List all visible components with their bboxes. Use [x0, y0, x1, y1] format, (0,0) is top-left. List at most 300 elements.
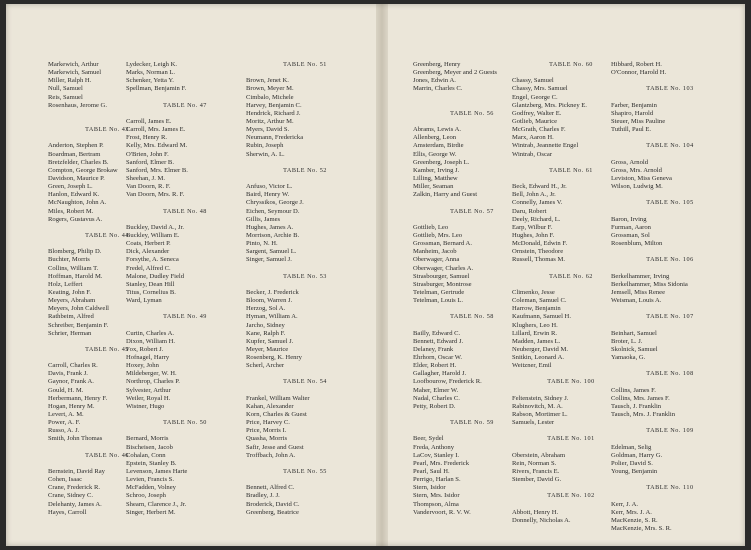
table-heading: TABLE No. 51 — [283, 61, 327, 68]
spacer — [126, 199, 244, 207]
spacer — [246, 476, 364, 484]
guest-name: Gross, Mrs. Arnold — [611, 166, 662, 174]
guest-name: Gillis, James — [246, 215, 281, 223]
guest-name: Null, Samuel — [48, 85, 83, 93]
guest-name: Ornstein, Theodore — [512, 248, 564, 256]
guest-name: Zalkin, Harry and Guest — [413, 191, 478, 199]
guest-name: Oberstein, Abraham — [512, 451, 566, 459]
table-heading: TABLE No. 43 — [85, 126, 129, 134]
guest-name: Weisman, Louis A. — [611, 297, 662, 305]
guest-name: Leviston, Miss Geneva — [611, 174, 672, 182]
guest-name: Davidson, Maurice P. — [48, 174, 105, 182]
guest-name: Scherl, Archer — [246, 362, 285, 370]
guest-name: Levert, A. M. — [48, 411, 84, 419]
guest-name: Greenberg, Joseph L. — [413, 158, 470, 166]
guest-name: Schroo, Joseph — [126, 492, 166, 500]
table-heading: TABLE No. 102 — [547, 492, 595, 500]
guest-name: Kane, Ralph F. — [246, 329, 286, 337]
table-heading: TABLE No. 109 — [646, 427, 694, 435]
guest-name: Elder, Robert H. — [413, 362, 457, 370]
guest-name: Kupfer, Samuel J. — [246, 337, 294, 345]
guest-name: Young, Benjamin — [611, 468, 658, 476]
guest-name: Bernard, Morris — [126, 435, 169, 443]
guest-name: Grossman, Bernard A. — [413, 240, 472, 248]
guest-name: Gould, H. M. — [48, 386, 84, 394]
table-heading: TABLE No. 101 — [547, 435, 595, 443]
guest-name: Fredel, Alfred C. — [126, 264, 171, 272]
guest-name: Kahan, Alexander — [246, 402, 294, 410]
guest-name: Wintrab, Oscar — [512, 150, 553, 158]
guest-name: Sherwin, A. L. — [246, 150, 285, 158]
guest-name: Bell, John A., Jr. — [512, 191, 556, 199]
table-heading: TABLE No. 62 — [549, 272, 593, 280]
guest-name: Marx, Aaron H. — [512, 134, 554, 142]
guest-name: Schenker, Yetta Y. — [126, 77, 174, 85]
guest-name: Hendrick, Richard J. — [246, 109, 301, 117]
guest-name: Mildeberger, W. H. — [126, 370, 177, 378]
spacer — [246, 159, 364, 167]
guest-name: Holz, Leffert — [48, 280, 83, 288]
spacer — [611, 77, 729, 85]
guest-name: Brown, Meyer M. — [246, 85, 294, 93]
guest-name: Marrin, Charles C. — [413, 85, 463, 93]
table-heading: TABLE No. 58 — [450, 313, 494, 321]
guest-name: Wintrab, Jeannette Engel — [512, 142, 579, 150]
guest-name: Stern, Mrs. Isidor — [413, 492, 460, 500]
guest-name: Edelman, Selig — [611, 443, 652, 451]
guest-name: Dixon, William H. — [126, 337, 176, 345]
guest-name: Neuberger, David M. — [512, 345, 569, 353]
guest-name: Forsythe, A. Seneca — [126, 256, 179, 264]
guest-name: Bennett, Alfred C. — [246, 484, 295, 492]
guest-name: Sheehan, J. M. — [126, 174, 166, 182]
table-heading: TABLE No. 106 — [646, 256, 694, 264]
guest-name: Crane, Frederick R. — [48, 484, 100, 492]
guest-name: Harrow, Benjamin — [512, 305, 561, 313]
guest-name: Gallagher, Harold J. — [413, 370, 467, 378]
guest-name: Grossman, Sol — [611, 231, 650, 239]
guest-name: Beinhart, Samuel — [611, 329, 657, 337]
table-heading: TABLE No. 103 — [646, 85, 694, 93]
guest-name: Spellman, Benjamin F. — [126, 85, 187, 93]
guest-name: McFadden, Volney — [126, 484, 176, 492]
guest-name: Blomberg, Philip D. — [48, 248, 102, 256]
guest-name: Gottlieb, Leo — [413, 223, 449, 231]
spacer — [611, 191, 729, 199]
guest-name: McNaughton, John A. — [48, 199, 107, 207]
guest-name: Rubin, Joseph — [246, 142, 284, 150]
guest-name: Collins, James F. — [611, 386, 656, 394]
guest-name: Oberwager, Anna — [413, 256, 460, 264]
guest-name: Schreiber, Benjamin F. — [48, 321, 109, 329]
spacer — [611, 151, 729, 159]
guest-name: Brown, Jenet K. — [246, 77, 289, 85]
guest-name: Carroll, Charles R. — [48, 362, 98, 370]
spacer — [611, 248, 729, 256]
spacer — [611, 94, 729, 102]
guest-name: Bretzfelder, Charles B. — [48, 158, 109, 166]
guest-name: Curtin, Charles A. — [126, 329, 174, 337]
guest-name: Broderick, David C. — [246, 500, 300, 508]
spacer — [246, 387, 364, 395]
guest-name: Bloom, Warren J. — [246, 297, 293, 305]
program-spread — [6, 4, 745, 546]
guest-name: Collins, William T. — [48, 264, 99, 272]
guest-name: Buckley, William E. — [126, 231, 180, 239]
guest-name: Petty, Robert D. — [413, 402, 456, 410]
guest-name: Safir, Jesse and Guest — [246, 443, 304, 451]
guest-name: Power, A. F. — [48, 419, 81, 427]
guest-name: Skolnick, Samuel — [611, 345, 658, 353]
guest-name: Abbott, Henry H. — [512, 508, 559, 516]
guest-name: Chassy, Samuel — [512, 77, 554, 85]
guest-name: Malone, Dudley Field — [126, 272, 185, 280]
left-page-column-3 — [246, 61, 364, 517]
guest-name: Meyers, John Caldwell — [48, 305, 109, 313]
guest-name: Hughes, James A. — [246, 223, 294, 231]
guest-name: Cohen, Isaac — [48, 476, 83, 484]
guest-name: Manheim, Jacob — [413, 248, 457, 256]
table-heading: TABLE No. 100 — [547, 378, 595, 386]
guest-name: Herzog, Sol A. — [246, 305, 286, 313]
guest-name: Greenberg, Meyer and 2 Guests — [413, 69, 497, 77]
guest-name: Myers, David S. — [246, 126, 290, 134]
guest-name: Meyers, Abraham — [48, 297, 96, 305]
guest-name: Rosenhaus, Jerome G. — [48, 101, 107, 109]
table-heading: TABLE No. 105 — [646, 199, 694, 207]
table-heading: TABLE No. 54 — [283, 378, 327, 386]
spacer — [611, 435, 729, 443]
table-heading: TABLE No. 48 — [163, 207, 207, 215]
spacer — [611, 476, 729, 484]
guest-name: Schrier, Herman — [48, 329, 92, 337]
guest-name: Tetelman, Louis L. — [413, 297, 464, 305]
table-heading: TABLE No. 104 — [646, 142, 694, 150]
spacer — [611, 265, 729, 273]
right-page-column-3 — [611, 61, 729, 533]
guest-name: Gottlieb, Mrs. Leo — [413, 231, 463, 239]
spacer — [126, 322, 244, 330]
spacer — [246, 281, 364, 289]
spacer — [611, 322, 729, 330]
spacer — [611, 305, 729, 313]
guest-name: Quasha, Morris — [246, 435, 288, 443]
guest-name: Pearl, Mrs. Frederick — [413, 459, 470, 467]
spacer — [611, 362, 729, 370]
table-heading: TABLE No. 46 — [85, 451, 129, 459]
guest-name: Vandervoort, R. V. W. — [413, 508, 471, 516]
guest-name: Perrigo, Harlan S. — [413, 476, 461, 484]
guest-name: Hyman, William A. — [246, 313, 298, 321]
guest-name: Tausch, Mrs. J. Franklin — [611, 411, 676, 419]
guest-name: Stember, David G. — [512, 476, 562, 484]
guest-name: Frost, Henry R. — [126, 134, 168, 142]
guest-name: Engel, George C. — [512, 93, 558, 101]
guest-name: Jemsell, Miss Renee — [611, 288, 666, 296]
guest-name: Collins, Mrs. James F. — [611, 394, 670, 402]
guest-name: Buchter, Morris — [48, 256, 90, 264]
guest-name: Coats, Herbert P. — [126, 240, 171, 248]
guest-name: Marks, Norman L. — [126, 69, 176, 77]
spacer — [611, 378, 729, 386]
guest-name: Anderton, Stephen P. — [48, 142, 104, 150]
guest-name: Levien, Francis S. — [126, 476, 174, 484]
guest-name: Climenko, Jesse — [512, 288, 555, 296]
guest-name: Markewich, Arthur — [48, 61, 99, 68]
guest-name: Jones, Edwin A. — [413, 77, 456, 85]
guest-name: Kamber, Irving J. — [413, 166, 460, 174]
guest-name: Carroll, Mrs. James E. — [126, 126, 186, 134]
guest-name: Jarcho, Sidney — [246, 321, 285, 329]
table-heading: TABLE No. 44 — [85, 231, 129, 239]
guest-name: Kerr, Mrs. J. A. — [611, 508, 652, 516]
guest-name: Markewich, Samuel — [48, 69, 102, 77]
guest-name: Hogan, Henry M. — [48, 402, 95, 410]
spacer — [126, 427, 244, 435]
guest-name: Van Doorn, R. F. — [126, 183, 171, 191]
guest-name: Greenberg, Henry — [413, 61, 461, 68]
guest-name: Greenberg, Beatrice — [246, 508, 299, 516]
guest-name: Frankel, William Walter — [246, 394, 310, 402]
guest-name: Gotlieb, Maurice — [512, 117, 558, 125]
guest-name: Bailly, Edward C. — [413, 329, 461, 337]
table-heading: TABLE No. 49 — [163, 313, 207, 321]
guest-name: Becker, J. Frederick — [246, 288, 299, 296]
guest-name: Korn, Charles & Guest — [246, 411, 307, 419]
guest-name: Polier, David S. — [611, 459, 653, 467]
guest-name: Levenson, James Harte — [126, 468, 188, 476]
guest-name: O'Brien, John F. — [126, 150, 169, 158]
guest-name: Sanford, Mrs. Elmer B. — [126, 166, 188, 174]
guest-name: Glantzberg, Mrs. Pickney E. — [512, 101, 587, 109]
guest-name: LaCov, Stanley I. — [413, 451, 460, 459]
guest-name: Tetelman, Gertrude — [413, 288, 465, 296]
guest-name: Stanley, Dean Hill — [126, 280, 175, 288]
guest-name: Ward, Lyman — [126, 297, 162, 305]
guest-name: Compton, George Brokaw — [48, 166, 118, 174]
guest-name: McGrath, Charles F. — [512, 126, 566, 134]
spacer — [246, 69, 364, 77]
spacer — [246, 175, 364, 183]
guest-name: Smith, John Thomas — [48, 435, 103, 443]
guest-name: Sanford, Elmer B. — [126, 158, 174, 166]
spacer — [246, 460, 364, 468]
guest-name: Hoxey, John — [126, 362, 159, 370]
guest-name: Farber, Benjamin — [611, 101, 657, 109]
guest-name: Donnelly, Nicholas A. — [512, 516, 571, 524]
guest-name: Singer, Herbert M. — [126, 508, 176, 516]
guest-name: Bernstein, David Ray — [48, 468, 105, 476]
guest-name: Thompson, Alma — [413, 500, 459, 508]
spacer — [246, 370, 364, 378]
guest-name: Yamaoka, G. — [611, 354, 646, 362]
guest-name: Tausch, J. Franklin — [611, 402, 662, 410]
guest-name: Strasburger, Montrose — [413, 280, 472, 288]
guest-name: Davis, Frank J. — [48, 370, 88, 378]
guest-name: Hoffman, Harold M. — [48, 272, 103, 280]
guest-name: Kaufmann, Samuel H. — [512, 313, 571, 321]
guest-name: Rathbeim, Alfred — [48, 313, 94, 321]
table-heading: TABLE No. 45 — [85, 345, 129, 353]
guest-name: Miller, Seaman — [413, 183, 454, 191]
guest-name: Abrams, Lewis A. — [413, 126, 461, 134]
guest-name: Samuels, Lester — [512, 419, 555, 427]
guest-name: Russell, Thomas M. — [512, 256, 565, 264]
guest-name: Bennett, Edward J. — [413, 337, 464, 345]
table-heading: TABLE No. 108 — [646, 370, 694, 378]
guest-name: Freda, Anthony — [413, 443, 455, 451]
guest-name: Lillard, Erwin R. — [512, 329, 558, 337]
guest-name: Snitkin, Leonard A. — [512, 354, 565, 362]
guest-name: Carroll, James E. — [126, 117, 172, 125]
table-heading: TABLE No. 60 — [549, 61, 593, 68]
guest-name: Bradley, J. J. — [246, 492, 280, 500]
guest-name: Hibbard, Robert H. — [611, 61, 662, 68]
table-heading: TABLE No. 55 — [283, 468, 327, 476]
guest-name: Dick, Alexander — [126, 248, 170, 256]
guest-name: Stern, Isidor — [413, 484, 446, 492]
guest-name: Moritz, Arthur M. — [246, 117, 294, 125]
guest-name: Russo, A. J. — [48, 427, 80, 435]
guest-name: Neumann, Fredericka — [246, 134, 304, 142]
guest-name: Cohalan, Conn — [126, 451, 166, 459]
table-heading: TABLE No. 57 — [450, 207, 494, 215]
guest-name: Earp, Wilbur F. — [512, 223, 553, 231]
guest-name: Berkelhammer, Miss Sidonia — [611, 280, 688, 288]
guest-name: Pearl, Saul H. — [413, 468, 450, 476]
guest-name: Miller, Ralph H. — [48, 77, 92, 85]
guest-name: Broter, L. J. — [611, 337, 643, 345]
table-heading: TABLE No. 53 — [283, 272, 327, 280]
guest-name: Price, Harvey C. — [246, 419, 290, 427]
guest-name: Shapiro, Harold — [611, 109, 654, 117]
guest-name: Wistner, Hugo — [126, 402, 165, 410]
spacer — [126, 305, 244, 313]
spacer — [126, 216, 244, 224]
guest-name: MacKenzie, S. R. — [611, 516, 658, 524]
guest-name: Crane, Sidney C. — [48, 492, 94, 500]
guest-name: Rogers, Gustavus A. — [48, 215, 103, 223]
guest-name: Harvey, Benjamin C. — [246, 101, 302, 109]
guest-name: Delehanty, James A. — [48, 500, 102, 508]
guest-name: Chryssikos, George J. — [246, 199, 304, 207]
guest-name: Tuthill, Paul E. — [611, 126, 652, 134]
guest-name: Berkelhammer, Irving — [611, 272, 670, 280]
guest-name: Rabinovitch, M. A. — [512, 402, 563, 410]
guest-name: Meyer, Maurice — [246, 345, 289, 353]
guest-name: Gross, Arnold — [611, 158, 648, 166]
guest-name: Hughes, John F. — [512, 231, 555, 239]
spacer — [611, 419, 729, 427]
spacer — [126, 94, 244, 102]
guest-name: Rosenblum, Milton — [611, 240, 663, 248]
guest-name: Herbermann, Henry F. — [48, 394, 108, 402]
guest-name: Van Doorn, Mrs. R. F. — [126, 191, 185, 199]
guest-name: O'Connor, Harold H. — [611, 69, 667, 77]
table-heading: TABLE No. 110 — [646, 484, 694, 492]
guest-name: Deely, Richard, L. — [512, 215, 561, 223]
guest-name: Kelly, Mrs. Edward M. — [126, 142, 188, 150]
guest-name: Morrison, Archie B. — [246, 231, 300, 239]
guest-name: Hofnagel, Harry — [126, 354, 170, 362]
guest-name: Bischeisen, Jacob — [126, 443, 173, 451]
table-heading: TABLE No. 56 — [450, 109, 494, 117]
left-page-column-2 — [126, 61, 244, 517]
guest-name: Rein, Norman S. — [512, 459, 557, 467]
guest-name: Keating, John F. — [48, 288, 92, 296]
guest-name: Nadal, Charles C. — [413, 394, 460, 402]
guest-name: Allenberg, Leon — [413, 134, 457, 142]
guest-name: Hanlon, Edward K. — [48, 191, 100, 199]
guest-name: Rivers, Francis E. — [512, 468, 560, 476]
guest-name: Troffbach, John A. — [246, 451, 296, 459]
table-heading: TABLE No. 52 — [283, 166, 327, 174]
guest-name: Amsterdam, Birdie — [413, 142, 464, 150]
guest-name: Green, Joseph L. — [48, 183, 93, 191]
guest-name: Madden, James L. — [512, 337, 561, 345]
guest-name: Gaynor, Frank A. — [48, 378, 94, 386]
guest-name: Rosenberg, K. Henry — [246, 354, 302, 362]
table-heading: TABLE No. 107 — [646, 313, 694, 321]
book-gutter — [376, 4, 388, 546]
guest-name: Furman, Aaron — [611, 223, 651, 231]
table-heading: TABLE No. 59 — [450, 419, 494, 427]
guest-name: Weiler, Royal H. — [126, 394, 171, 402]
guest-name: Ellis, George W. — [413, 150, 457, 158]
guest-name: MacKenzie, Mrs. S. R. — [611, 525, 672, 533]
guest-name: McDonald, Edwin F. — [512, 240, 568, 248]
guest-name: Epstein, Stanley B. — [126, 459, 177, 467]
guest-name: Strasbourger, Samuel — [413, 272, 470, 280]
guest-name: Pinto, N. H. — [246, 240, 278, 248]
guest-name: Eichen, Seymour D. — [246, 207, 300, 215]
guest-name: Beer, Sydel — [413, 435, 444, 443]
guest-name: Sylvester, Arthur — [126, 386, 171, 394]
guest-name: Buckley, David A., Jr. — [126, 223, 184, 231]
guest-name: Feltenstein, Sidney J. — [512, 394, 569, 402]
guest-name: Baron, Irving — [611, 215, 647, 223]
guest-name: Godfrey, Walter E. — [512, 109, 562, 117]
guest-name: Miles, Robert M. — [48, 207, 94, 215]
guest-name: Boardman, Bertram — [48, 150, 101, 158]
guest-name: Loofbourow, Frederick R. — [413, 378, 482, 386]
guest-name: Steuer, Miss Pauline — [611, 117, 666, 125]
guest-name: Oberwager, Charles A. — [413, 264, 474, 272]
guest-name: Hayes, Carroll — [48, 508, 87, 516]
guest-name: Kerr, J. A. — [611, 500, 639, 508]
guest-name: Coleman, Samuel C. — [512, 297, 567, 305]
guest-name: Daru, Robert — [512, 207, 547, 215]
spacer — [246, 265, 364, 273]
guest-name: Fox, Robert J. — [126, 345, 164, 353]
guest-name: Goldman, Harry G. — [611, 451, 663, 459]
guest-name: Lilling, Matthew — [413, 174, 458, 182]
guest-name: Cimbalo, Michele — [246, 93, 294, 101]
guest-name: Sargent, Samuel L. — [246, 248, 297, 256]
guest-name: Wilson, Ludwig M. — [611, 183, 663, 191]
table-heading: TABLE No. 61 — [549, 166, 593, 174]
spacer — [126, 411, 244, 419]
guest-name: Weitzner, Emil — [512, 362, 552, 370]
guest-name: Shearn, Clarence J., Jr. — [126, 500, 187, 508]
guest-name: Reis, Samuel — [48, 93, 83, 101]
guest-name: Connelly, James V. — [512, 199, 563, 207]
guest-name: Delaney, Frank — [413, 345, 454, 353]
guest-name: Ehrhorn, Oscar W. — [413, 354, 463, 362]
spacer — [611, 492, 729, 500]
table-heading: TABLE No. 47 — [163, 101, 207, 109]
guest-name: Titus, Cornelius B. — [126, 288, 176, 296]
